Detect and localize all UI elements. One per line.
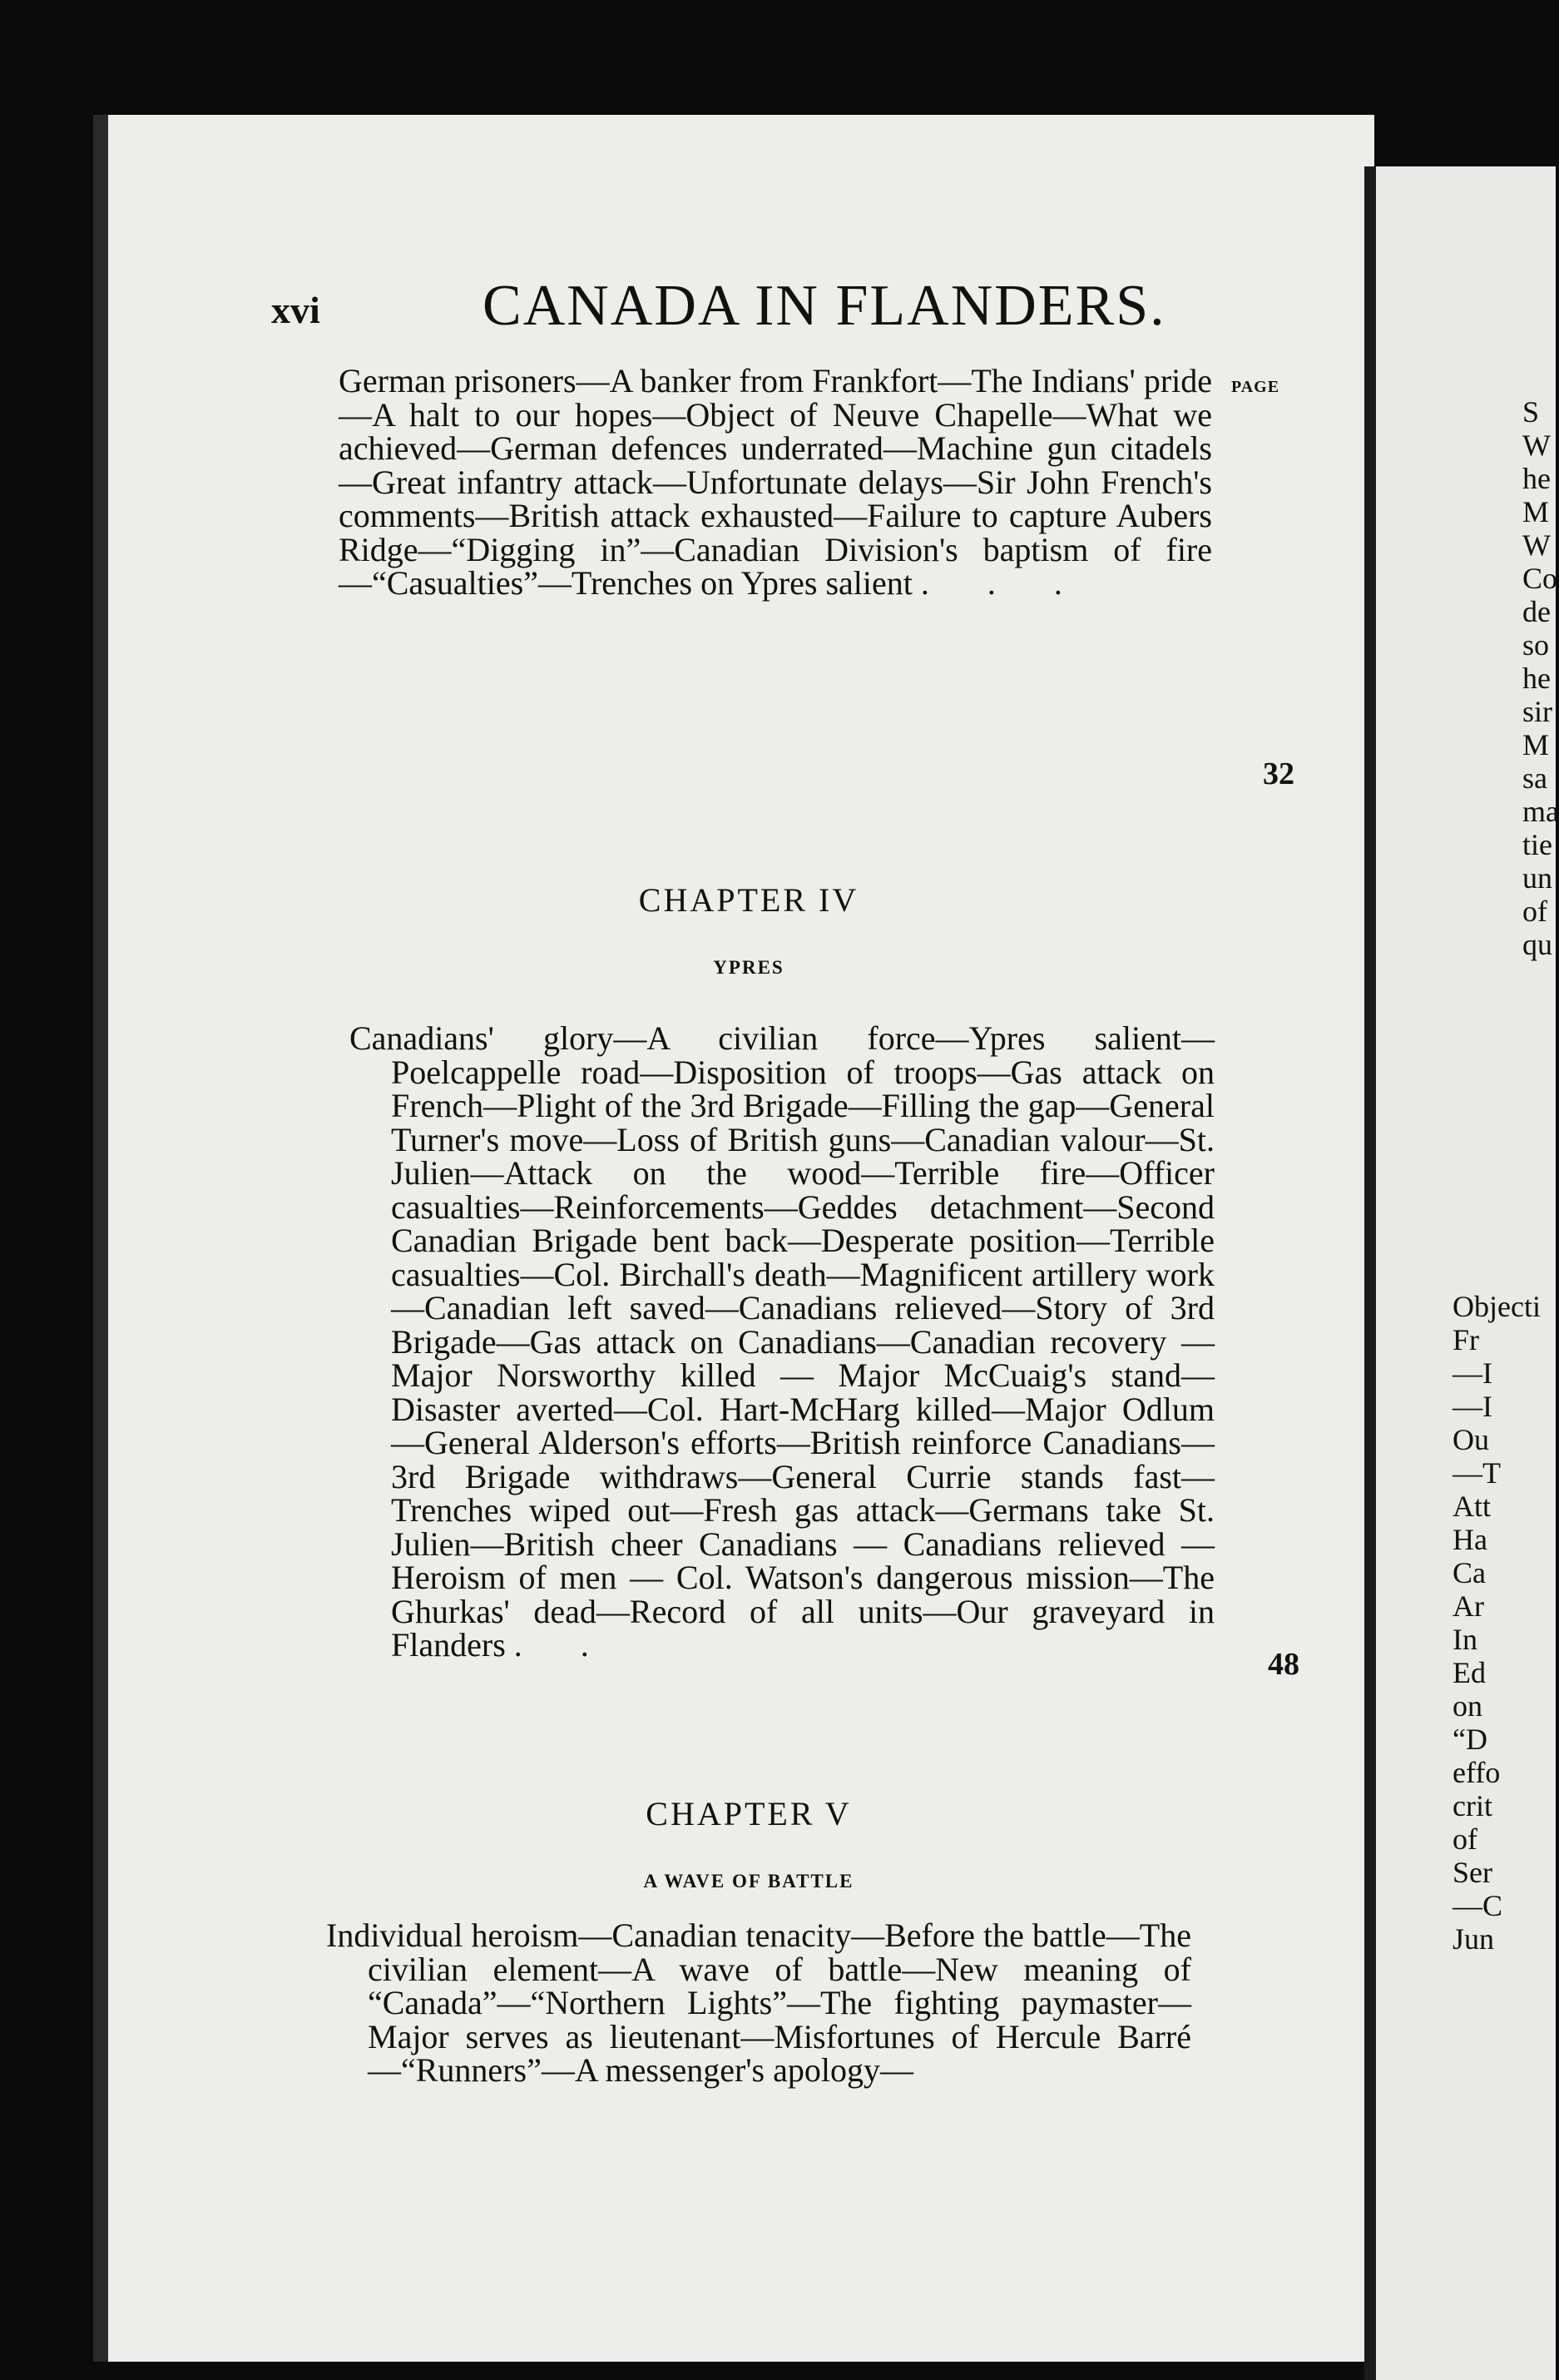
chapter-subtitle: A WAVE OF BATTLE bbox=[643, 1871, 854, 1892]
chapter-heading: CHAPTER V bbox=[646, 1795, 852, 1832]
right-page-line-fragment: of bbox=[1453, 1822, 1477, 1856]
chapter-summary-text: Individual heroism—Canadian tenacity—Before the battle—The civilian element—A wave of battle—New meaning of “Canada”—“Northern Lights”—The fighting paymaster—Major serves as lieutenant—Misfortunes of Hercule Barré—“Runners”—A messenger's apology— bbox=[326, 1916, 1191, 2089]
book-page-left bbox=[93, 115, 1374, 2362]
toc-entry-text: German prisoners—A banker from Frankfort—The Indians' pride—A halt to our hopes—Object of Neuve Chapelle—What we achieved—German defences underrated—Machine gun citadels—Great infantry attack—Unfortunate delays—Sir John French's comments—British attack exhausted—Failure to capture Aubers Ridge—“Digging in”—Canadian Division's baptism of fire—“Casualties”—Trenches on Ypres salient . . . bbox=[339, 362, 1212, 602]
right-page-line-fragment: Att bbox=[1453, 1490, 1492, 1523]
chapter-summary bbox=[326, 1916, 1191, 2089]
right-page-fragment-upper bbox=[1522, 395, 1559, 961]
book-page-right-partial bbox=[1364, 166, 1559, 2380]
right-page-line-fragment: M bbox=[1522, 728, 1550, 761]
right-page-line-fragment: Ca bbox=[1453, 1556, 1486, 1589]
right-page-line-fragment: de bbox=[1522, 595, 1551, 628]
right-page-line-fragment: Fr bbox=[1453, 1323, 1480, 1356]
right-page-line-fragment: Objecti bbox=[1453, 1290, 1541, 1323]
right-page-line-fragment: tie bbox=[1522, 828, 1552, 861]
right-page-line-fragment: W bbox=[1522, 429, 1551, 462]
chapter-subtitle: YPRES bbox=[713, 957, 784, 978]
right-page-line-fragment: un bbox=[1522, 861, 1552, 895]
right-page-line-fragment: S bbox=[1522, 395, 1540, 429]
leader-dots: . . . bbox=[920, 564, 1087, 602]
right-page-line-fragment: sir bbox=[1522, 695, 1552, 728]
page-column-label: PAGE bbox=[1231, 378, 1280, 396]
right-page-line-fragment: Ou bbox=[1453, 1423, 1489, 1456]
chapter-heading: CHAPTER IV bbox=[638, 881, 859, 919]
chapter-summary-text: Canadians' glory—A civilian force—Ypres salient—Poelcappelle road—Disposition of troops—Gas attack on French—Plight of the 3rd Brigade—Filling the gap—General Turner's move—Loss of British guns—Canadian valour—St. Julien—Attack on the wood—Terrible fire—Officer casualties—Reinforcements—Geddes detachment—Second Canadian Brigade bent back—Desperate position—Terrible casualties—Col. Birchall's death—Magnificent artillery work—Canadian left saved—Canadians relieved—Story of 3rd Brigade—Gas attack on Canadians—Canadian recovery — Major Norsworthy killed — Major McCuaig's stand—Disaster averted—Col. Hart-McHarg killed—Major Odlum—General Alderson's efforts—British reinforce Canadians—3rd Brigade withdraws—General Currie stands fast—Trenches wiped out—Fresh gas attack—Germans take St. Julien—British cheer Canadians — Canadians relieved — Heroism of men — Col. Watson's dangerous mission—The Ghurkas' dead—Record of all units—Our graveyard in Flanders . . bbox=[349, 1019, 1215, 1664]
page-number: 48 bbox=[1268, 1647, 1299, 1682]
right-page-line-fragment: —I bbox=[1453, 1390, 1492, 1423]
right-page-fragment-lower bbox=[1453, 1290, 1541, 1956]
page-number: 32 bbox=[1263, 756, 1294, 791]
toc-entry-continued bbox=[339, 364, 1212, 601]
page-folio: xvi bbox=[271, 289, 320, 331]
right-page-line-fragment: ma bbox=[1522, 795, 1559, 828]
right-page-line-fragment: sa bbox=[1522, 761, 1547, 795]
right-page-line-fragment: In bbox=[1453, 1623, 1477, 1656]
right-page-line-fragment: Ha bbox=[1453, 1523, 1487, 1556]
right-page-line-fragment: W bbox=[1522, 528, 1551, 562]
right-page-line-fragment: —I bbox=[1453, 1356, 1492, 1390]
right-page-line-fragment: Ser bbox=[1453, 1856, 1492, 1889]
right-page-line-fragment: —C bbox=[1453, 1889, 1503, 1922]
book-title: CANADA IN FLANDERS. bbox=[483, 274, 1166, 338]
right-page-line-fragment: M bbox=[1522, 495, 1550, 528]
running-head bbox=[271, 273, 1278, 348]
right-page-line-fragment: effo bbox=[1453, 1756, 1501, 1789]
right-page-line-fragment: crit bbox=[1453, 1789, 1492, 1822]
right-page-line-fragment: qu bbox=[1522, 928, 1552, 961]
right-page-line-fragment: Ed bbox=[1453, 1656, 1486, 1689]
right-page-line-fragment: so bbox=[1522, 628, 1550, 662]
right-page-line-fragment: Jun bbox=[1453, 1922, 1495, 1956]
leader-dots: . . bbox=[513, 1626, 614, 1664]
right-page-line-fragment: Co bbox=[1522, 562, 1558, 595]
right-page-line-fragment: of bbox=[1522, 895, 1547, 928]
right-page-line-fragment: Ar bbox=[1453, 1589, 1484, 1623]
right-page-line-fragment: on bbox=[1453, 1689, 1482, 1723]
right-page-line-fragment: he bbox=[1522, 462, 1551, 495]
right-page-line-fragment: —T bbox=[1453, 1456, 1501, 1490]
right-page-line-fragment: “D bbox=[1453, 1723, 1487, 1756]
right-page-line-fragment: he bbox=[1522, 662, 1551, 695]
chapter-summary bbox=[349, 1019, 1215, 1664]
